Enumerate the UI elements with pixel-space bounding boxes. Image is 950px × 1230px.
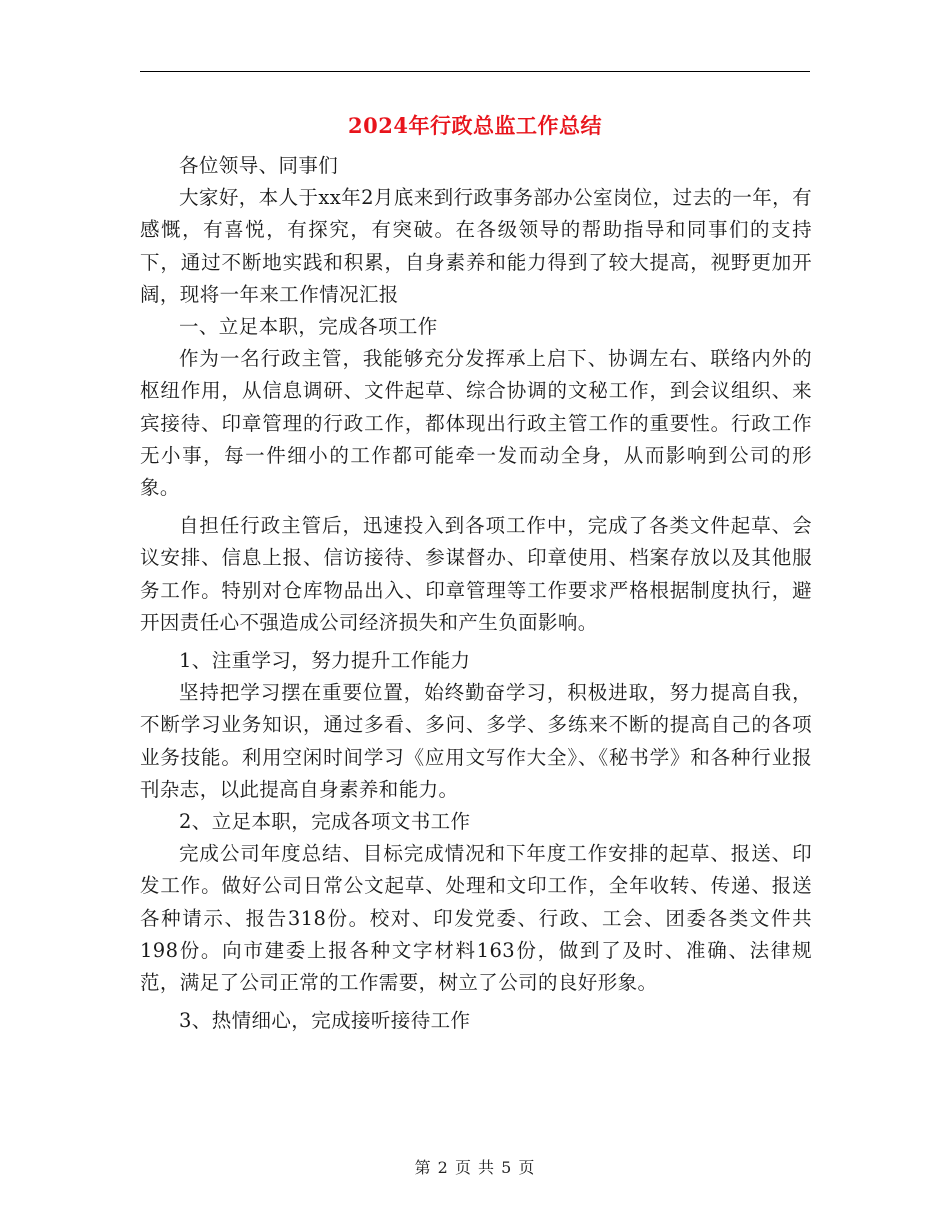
header-rule <box>140 71 810 72</box>
subsection-heading-1: 1、注重学习，努力提升工作能力 <box>179 649 471 673</box>
subsection-heading-2: 2、立足本职，完成各项文书工作 <box>179 810 471 834</box>
salutation-paragraph: 各位领导、同事们 <box>179 154 339 177</box>
subsection-heading-3: 3、热情细心，完成接听接待工作 <box>179 1009 471 1033</box>
page-footer: 第 2 页 共 5 页 <box>414 1158 536 1177</box>
document-title: 2024年行政总监工作总结 <box>348 113 602 138</box>
body-paragraph: 自担任行政主管后，迅速投入到各项工作中，完成了各类文件起草、会议安排、信息上报、信访接待、参谋督办、印章使用、档案存放以及其他服务工作。特别对仓库物品出入、印章管理等工作要求严格根据制度执行，避开因责任心不强造成公司经济损失和产生负面影响。 <box>140 514 812 634</box>
intro-paragraph: 大家好，本人于xx年2月底来到行政事务部办公室岗位，过去的一年，有感慨，有喜悦，有探究，有突破。在各级领导的帮助指导和同事们的支持下，通过不断地实践和积累，自身素养和能力得到了较大提高，视野更加开阔，现将一年来工作情况汇报 <box>140 186 812 306</box>
body-paragraph: 坚持把学习摆在重要位置，始终勤奋学习，积极进取，努力提高自我，不断学习业务知识，通过多看、多问、多学、多练来不断的提高自己的各项业务技能。利用空闲时间学习《应用文写作大全》、《秘书学》和各种行业报刊杂志，以此提高自身素养和能力。 <box>140 681 812 801</box>
body-paragraph: 作为一名行政主管，我能够充分发挥承上启下、协调左右、联络内外的枢纽作用，从信息调研、文件起草、综合协调的文秘工作，到会议组织、来宾接待、印章管理的行政工作，都体现出行政主管工作的重要性。行政工作无小事，每一件细小的工作都可能牵一发而动全身，从而影响到公司的形象。 <box>140 347 812 500</box>
document-body <box>140 150 812 1037</box>
section-heading-1: 一、立足本职，完成各项工作 <box>179 315 438 339</box>
body-paragraph: 完成公司年度总结、目标完成情况和下年度工作安排的起草、报送、印发工作。做好公司日常公文起草、处理和文印工作，全年收转、传递、报送各种请示、报告318份。校对、印发党委、行政、工会、团委各类文件共198份。向市建委上报各种文字材料163份，做到了及时、准确、法律规范，满足了公司正常的工作需要，树立了公司的良好形象。 <box>140 842 812 995</box>
